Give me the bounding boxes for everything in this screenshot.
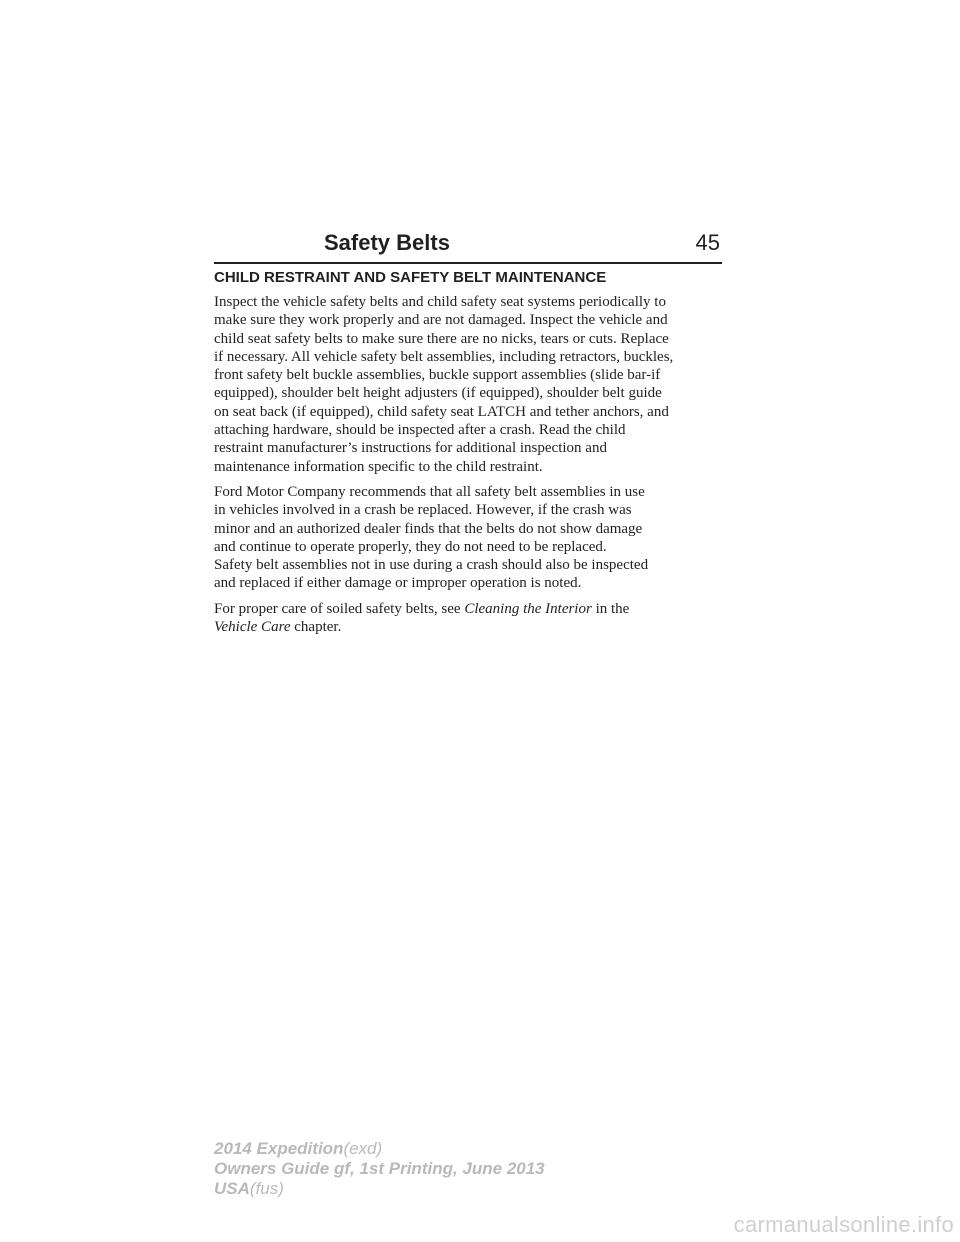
text-line: attaching hardware, should be inspected after a crash. Read the child [214,422,626,439]
text-line: maintenance information specific to the child restraint. [214,458,543,475]
footer-market: USA [214,1179,250,1198]
paragraph-care [214,600,722,637]
text-line: and continue to operate properly, they do not need to be replaced. [214,538,607,555]
footer-line [214,1179,545,1199]
care-text: chapter. [290,619,342,636]
text-line: make sure they work properly and are not damaged. Inspect the vehicle and [214,312,668,329]
chapter-title: Safety Belts [324,230,450,255]
care-text: For proper care of soiled safety belts, see [214,600,465,617]
page-content [214,268,722,643]
section-heading: CHILD RESTRAINT AND SAFETY BELT MAINTENANCE [214,269,607,286]
text-line: Safety belt assemblies not in use during a crash should also be inspected [214,557,649,574]
text-line: Ford Motor Company recommends that all safety belt assemblies in use [214,483,645,500]
care-text: in the [591,600,630,617]
footer-market-code: (fus) [249,1179,284,1198]
footer-model-code: (exd) [343,1139,383,1158]
footer-printing: Owners Guide gf, 1st Printing, June 2013 [214,1159,545,1178]
text-line: on seat back (if equipped), child safety seat LATCH and tether anchors, and [214,403,669,420]
paragraph-inspection [214,293,722,476]
text-line: restraint manufacturer’s instructions for additional inspection and [214,440,607,457]
page-footer [214,1139,545,1199]
cleaning-interior-link[interactable]: Cleaning the Interior [464,600,592,617]
paragraph-replacement [214,483,722,593]
footer-model: 2014 Expedition [214,1139,344,1158]
text-line [214,618,722,636]
text-line: equipped), shoulder belt height adjusters (if equipped), shoulder belt guide [214,385,662,402]
text-line: child seat safety belts to make sure there are no nicks, tears or cuts. Replace [214,330,669,347]
text-line: minor and an authorized dealer finds that the belts do not show damage [214,520,643,537]
text-line: if necessary. All vehicle safety belt assemblies, including retractors, buckles, [214,348,674,365]
page-number: 45 [695,230,720,255]
text-line: and replaced if either damage or improper operation is noted. [214,575,582,592]
vehicle-care-link[interactable]: Vehicle Care [214,619,291,636]
page-header [214,228,722,264]
footer-line [214,1139,545,1159]
text-line: front safety belt buckle assemblies, buckle support assemblies (slide bar-if [214,367,661,384]
text-line: Inspect the vehicle safety belts and child safety seat systems periodically to [214,294,666,310]
text-line [214,600,722,618]
watermark: carmanualsonline.info [733,1212,954,1237]
text-line: in vehicles involved in a crash be replaced. However, if the crash was [214,502,632,519]
